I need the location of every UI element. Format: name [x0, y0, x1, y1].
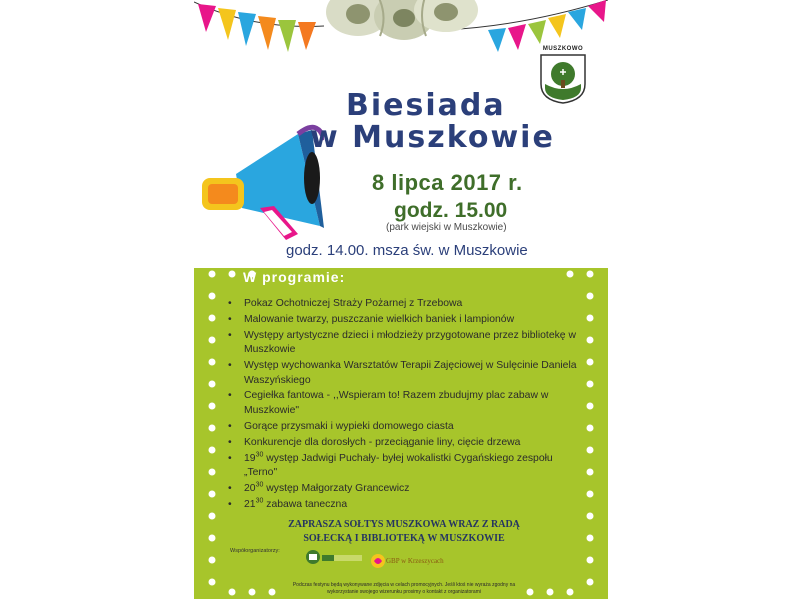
bullet-icon: • — [228, 329, 232, 341]
event-title-line2: w Muszkowie — [310, 120, 555, 155]
list-item: • Występy artystyczne dzieci i młodzieży przygotowane przez bibliotekę w Muszkowie — [228, 329, 576, 356]
list-item: • $20^{30}$ występ Małgorzaty Grancewicz — [228, 482, 588, 496]
bullet-icon: • — [228, 498, 232, 510]
bullet-icon: • — [228, 436, 232, 448]
event-place: (park wiejski w Muszkowie) — [386, 222, 507, 233]
invitation-line1: ZAPRASZA SOŁTYS MUSZKOWA WRAZ Z RADĄ — [288, 519, 520, 530]
list-item: • $19^{30}$ występ Jadwigi Puchały- byłej wokalistki Cygańskiego zespołu „Terno" — [228, 451, 553, 478]
dcp-logo — [304, 546, 364, 568]
coorganizers-label: Współorganizatorzy: — [230, 548, 280, 554]
program-list — [228, 297, 588, 514]
poster-header-area — [194, 0, 608, 268]
crest-label: MUSZKOWO — [542, 46, 584, 52]
list-item: • Malowanie twarzy, puszczanie wielkich baniek i lampionów — [228, 313, 588, 327]
invitation-text — [234, 518, 574, 546]
megaphone-icon — [200, 122, 324, 262]
bullet-icon: • — [228, 360, 232, 372]
event-poster — [194, 0, 608, 599]
list-item: • Cegiełka fantowa - ,,Wspieram to! Razem zbudujmy plac zabaw w Muszkowie" — [228, 390, 549, 416]
bullet-icon: • — [228, 298, 232, 309]
event-title-line1: Biesiada — [346, 88, 506, 123]
bullet-icon: • — [228, 390, 232, 402]
bullet-icon: • — [228, 482, 232, 494]
event-date: 8 lipca 2017 r. — [372, 170, 523, 195]
list-item: • $21^{30}$ zabawa taneczna — [228, 498, 588, 512]
program-heading: W programie: — [243, 269, 346, 285]
list-item: • Konkurencje dla dorosłych - przeciąganie liny, cięcie drzewa — [228, 436, 588, 450]
crest-icon — [540, 54, 586, 104]
list-item: • Gorące przysmaki i wypieki domowego ciasta — [228, 420, 588, 434]
list-item: • Pokaz Ochotniczej Straży Pożarnej z Trzebowa — [228, 297, 588, 311]
flower-illustration — [318, 0, 484, 42]
bullet-icon: • — [228, 313, 232, 325]
bullet-icon: • — [228, 420, 232, 432]
photo-consent-note: Podczas festynu będą wykonywane zdjęcia w celach promocyjnych. Jeśli ktoś nie wyraża zgodny na wykorzystanie swojego wizerunku prosimy o kontakt z organizatorami — [292, 582, 516, 595]
bullet-icon: • — [228, 452, 232, 464]
invitation-line2: SOŁECKĄ I BIBLIOTEKĄ W MUSZKOWIE — [303, 533, 505, 544]
gbp-logo — [370, 553, 386, 569]
gbp-logo-text: GBP w Krzeszycach — [386, 557, 444, 565]
event-hour: godz. 15.00 — [394, 199, 508, 222]
event-mass: godz. 14.00. msza św. w Muszkowie — [286, 242, 528, 259]
municipal-crest — [536, 46, 590, 109]
list-item: • Występ wychowanka Warsztatów Terapii Zajęciowej w Sulęcinie Daniela Waszyńskiego — [228, 360, 577, 386]
